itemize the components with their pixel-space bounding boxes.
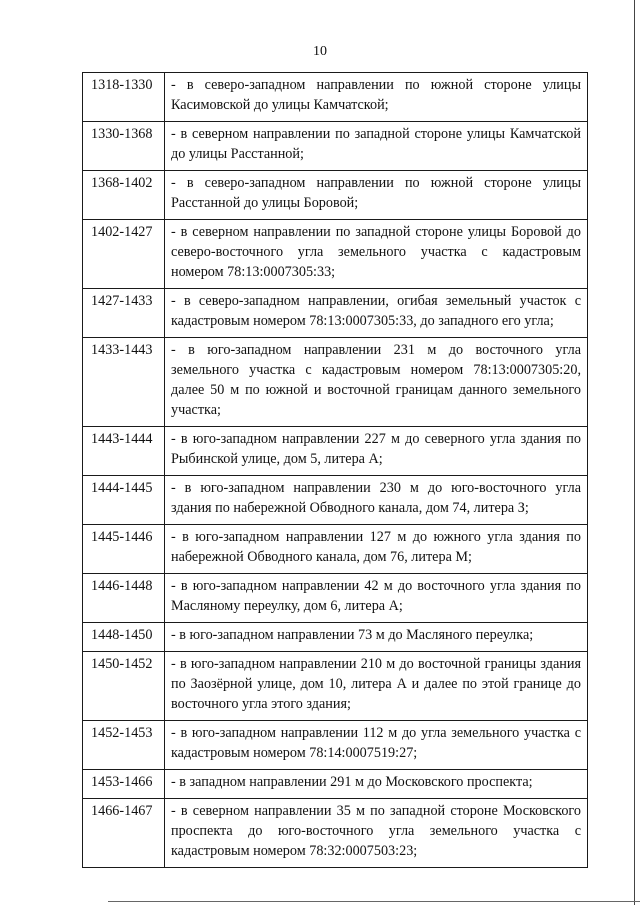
point-range-cell: 1446-1448	[83, 574, 165, 623]
boundary-description-cell: - в юго-западном направлении 73 м до Масляного переулка;	[165, 623, 588, 652]
boundary-description-cell: - в северном направлении 35 м по западной стороне Московского проспекта до юго-восточного угла земельного участка с кадастровым номером 78:32:0007503:23;	[165, 799, 588, 868]
point-range-cell: 1433-1443	[83, 338, 165, 427]
table-row	[83, 476, 588, 525]
boundary-description-cell: - в юго-западном направлении 210 м до восточной границы здания по Заозёрной улице, дом 10, литера А и далее по этой границе до восточного угла этого здания;	[165, 652, 588, 721]
point-range-cell: 1453-1466	[83, 770, 165, 799]
table-row	[83, 525, 588, 574]
point-range-cell: 1450-1452	[83, 652, 165, 721]
table-row	[83, 73, 588, 122]
point-range-cell: 1452-1453	[83, 721, 165, 770]
page-number: 10	[313, 44, 327, 59]
table-row	[83, 652, 588, 721]
point-range-cell: 1330-1368	[83, 122, 165, 171]
point-range-cell: 1368-1402	[83, 171, 165, 220]
table-row	[83, 220, 588, 289]
table-row	[83, 122, 588, 171]
table-row	[83, 623, 588, 652]
boundary-description-cell: - в юго-западном направлении 112 м до угла земельного участка с кадастровым номером 78:14:0007519:27;	[165, 721, 588, 770]
boundary-description-cell: - в юго-западном направлении 231 м до восточного угла земельного участка с кадастровым номером 78:13:0007305:20, далее 50 м по южной и восточной границам данного земельного участка;	[165, 338, 588, 427]
boundary-description-cell: - в северном направлении по западной стороне улицы Камчатской до улицы Расстанной;	[165, 122, 588, 171]
table-row	[83, 799, 588, 868]
boundary-description-cell: - в северо-западном направлении по южной стороне улицы Расстанной до улицы Боровой;	[165, 171, 588, 220]
table-row	[83, 338, 588, 427]
boundary-description-cell: - в северо-западном направлении по южной стороне улицы Касимовской до улицы Камчатской;	[165, 73, 588, 122]
scan-edge-line	[634, 0, 635, 905]
boundary-description-cell: - в юго-западном направлении 230 м до юго-восточного угла здания по набережной Обводного канала, дом 74, литера З;	[165, 476, 588, 525]
table-row	[83, 427, 588, 476]
table-row	[83, 721, 588, 770]
table-row	[83, 171, 588, 220]
point-range-cell: 1448-1450	[83, 623, 165, 652]
point-range-cell: 1444-1445	[83, 476, 165, 525]
point-range-cell: 1402-1427	[83, 220, 165, 289]
point-range-cell: 1466-1467	[83, 799, 165, 868]
boundary-description-cell: - в юго-западном направлении 42 м до восточного угла здания по Масляному переулку, дом 6, литера А;	[165, 574, 588, 623]
boundary-description-cell: - в юго-западном направлении 227 м до северного угла здания по Рыбинской улице, дом 5, литера А;	[165, 427, 588, 476]
boundary-description-cell: - в северном направлении по западной стороне улицы Боровой до северо-восточного угла земельного участка с кадастровым номером 78:13:0007305:33;	[165, 220, 588, 289]
boundary-description-cell: - в северо-западном направлении, огибая земельный участок с кадастровым номером 78:13:0007305:33, до западного его угла;	[165, 289, 588, 338]
table-row	[83, 574, 588, 623]
point-range-cell: 1427-1433	[83, 289, 165, 338]
boundary-description-cell: - в западном направлении 291 м до Московского проспекта;	[165, 770, 588, 799]
point-range-cell: 1445-1446	[83, 525, 165, 574]
scan-bottom-line	[108, 901, 640, 902]
point-range-cell: 1443-1444	[83, 427, 165, 476]
point-range-cell: 1318-1330	[83, 73, 165, 122]
table-row	[83, 289, 588, 338]
boundary-table	[82, 72, 588, 868]
table-row	[83, 770, 588, 799]
boundary-description-cell: - в юго-западном направлении 127 м до южного угла здания по набережной Обводного канала, дом 76, литера М;	[165, 525, 588, 574]
